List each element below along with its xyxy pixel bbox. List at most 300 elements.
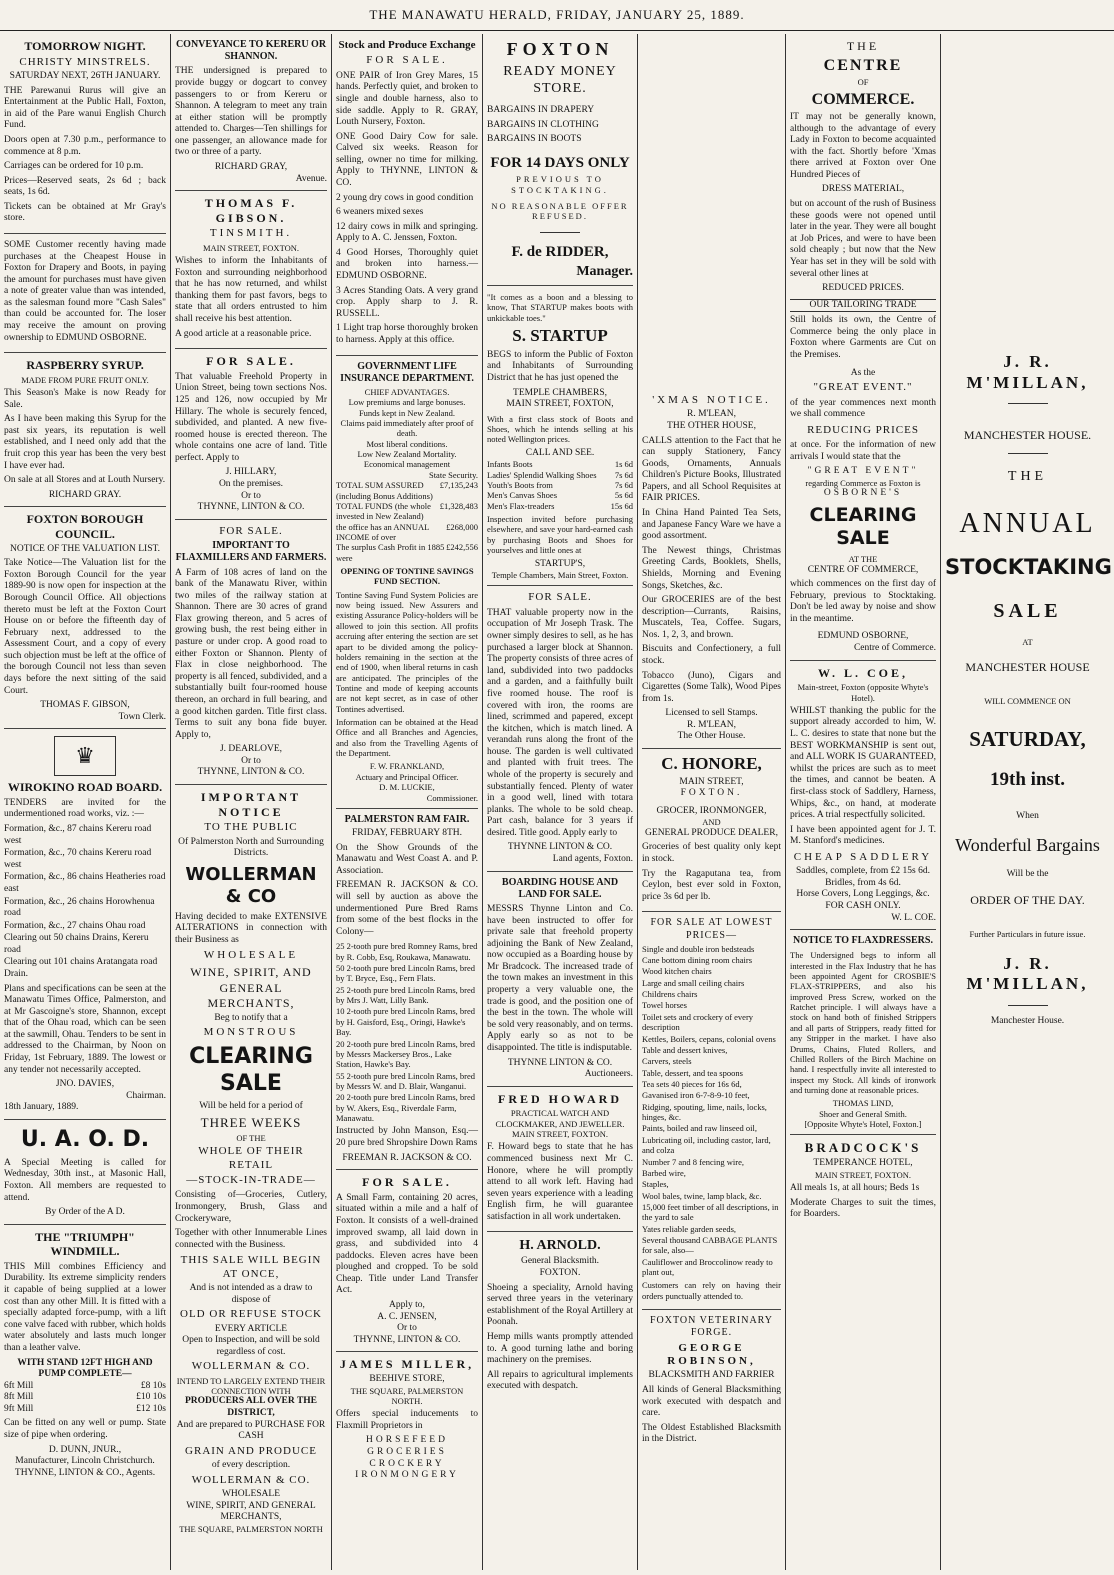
tender-list (4, 824, 166, 981)
list-item: Several thousand CABBAGE PLANTS for sale, also— (642, 1235, 778, 1256)
total-row (336, 501, 478, 522)
ad-body-2: I have been appointed agent for J. T. M. Stanford's medicines. (790, 824, 936, 847)
list-item: 4 Good Horses, Thoroughly quiet and broken into harness.—EDMUND OSBORNE. (336, 247, 478, 282)
list-item: 20 2-tooth pure bred Lincoln Rams, bred by W. Akers, Esq., Riverdale Farm, Manawatu. (336, 1092, 476, 1124)
ad-intro: Having decided to make EXTENSIVE ALTERATIONS in connection with their Business as (175, 911, 327, 945)
ad-title: FOR SALE. (528, 591, 592, 604)
ad-role: Avenue. (295, 173, 327, 184)
clearing-sale-heading: CLEARING SALE (189, 1043, 313, 1096)
ad-body-5: Biscuits and Confectionery, a full stock. (642, 644, 781, 666)
ad-title: THE "TRIUMPH" WINDMILL. (35, 1229, 135, 1259)
list-item: Toilet sets and crockery of every description (642, 1011, 754, 1033)
ad-centre: CENTRE OF COMMERCE, (807, 564, 919, 575)
ad-address: MAIN STREET, FOXTON. (202, 242, 300, 253)
price-value: 7s 6d (614, 469, 633, 480)
total-row (336, 480, 478, 501)
list-item: Funds kept in New Zealand. (358, 407, 456, 418)
ad-body: All kinds of General Blacksmithing work executed with despatch and care. (642, 1384, 781, 1419)
sale-heading: SALE (993, 599, 1062, 622)
total-row (336, 522, 478, 543)
price-name: Men's Flax-treaders (487, 500, 555, 511)
column-5 (638, 34, 785, 1570)
ad-subtitle: FOR SALE. (366, 54, 448, 67)
ad-subtitle: TINSMITH. (209, 227, 293, 240)
ad-title: READY MONEY STORE. (503, 63, 617, 97)
ad-consisting: Consisting of—Groceries, Cutlery, Ironmongery, Brush, Glass and Crockeryware, (175, 1190, 327, 1224)
list-item: Table, dessert, and tea spoons (642, 1067, 743, 1078)
price-value: 15s 6d (610, 500, 633, 511)
price-row (487, 501, 633, 511)
ready-money-store-ad (487, 34, 633, 286)
ad-trade: BLACKSMITH AND FARRIER (648, 1370, 775, 1381)
list-item: Table and dessert knives, (642, 1044, 728, 1055)
bargain-line: BARGAINS IN DRAPERY (487, 105, 595, 116)
ad-title: FOR SALE. (362, 1175, 452, 1190)
ad-together: Together with other Innumerable Lines connected with the Business. (175, 1228, 327, 1250)
list-item: Wood kitchen chairs (642, 966, 712, 977)
ad-date: 19th inst. (990, 769, 1065, 791)
ad-body-2: A good article at a reasonable price. (175, 328, 312, 339)
royal-crest-icon: ♛ (54, 736, 116, 776)
trade-line: GENERAL PRODUCE DEALER, (645, 827, 778, 838)
ad-subtitle: MADE FROM PURE FRUIT ONLY. (21, 374, 149, 385)
total-value: £242,556 (446, 542, 478, 553)
ad-signature: By Order of the A D. (45, 1207, 125, 1218)
customer-notice (4, 234, 166, 353)
ad-subtitle: NOTICE OF THE VALUATION LIST. (10, 543, 160, 554)
minstrels-ad (4, 34, 166, 234)
ad-body: Groceries of best quality only kept in stock. (642, 842, 781, 864)
ad-call: CALL AND SEE. (525, 447, 595, 458)
list-item: Kettles, Boilers, cepans, colonial ovens (642, 1033, 776, 1044)
price-row (4, 1381, 166, 1393)
bargain-line: BARGAINS IN CLOTHING (487, 119, 599, 130)
list-item: Carvers, steels (642, 1056, 692, 1067)
list-item: 12 dairy cows in milk and springing. Apply to A. C. Jenssen, Foxton. (336, 221, 478, 244)
ad-date: 18th January, 1889. (4, 1102, 79, 1113)
ad-address: MAIN STREET, FOXTON. (511, 1129, 609, 1139)
ad-subtitle: CHRISTY MINSTRELS. (19, 55, 151, 68)
list-item: Formation, &c., 87 chains Kereru road west (4, 824, 152, 846)
goods-list (642, 944, 781, 1278)
price-name: 8ft Mill (4, 1392, 34, 1403)
price-row (4, 1392, 166, 1404)
ad-of: OF (857, 77, 869, 88)
mmillan-name-2: J. R. M'MILLAN, (966, 953, 1089, 994)
honore-ad (642, 749, 781, 912)
ad-title: FRED HOWARD (497, 1091, 622, 1106)
list-item: Paints, boiled and raw linseed oil, (642, 1123, 757, 1134)
list-item: 50 2-tooth pure bred Lincoln Rams, bred by T. Bryce, Esq., Fern Flats. (336, 963, 476, 984)
house-name-2: MANCHESTER HOUSE (965, 659, 1090, 674)
ad-title: FOXTON VETERINARY FORGE. (649, 1315, 774, 1339)
ad-title: 'XMAS NOTICE. (652, 394, 771, 406)
list-item: 3 Acres Standing Oats. A very grand crop. Apply sharp to J. R. RUSSELL. (336, 285, 478, 319)
list-item: Bridles, from 4s 6d. (825, 877, 901, 888)
ad-agent: THYNNE, LINTON & CO. (197, 767, 305, 778)
ad-body: THE undersigned is prepared to provide buggy or dogcart to convey passengers to or from Kereru or Shannon. A telegram to meet any train at either station will be promptly attended to. Charges—Ten shillings for one passenger, an allowance made for two or three of a party. (175, 66, 327, 158)
ad-role: Actuary and Principal Officer. (355, 771, 459, 782)
ad-sale: On sale at all Stores and at Louth Nursery. (4, 475, 166, 486)
ad-old: OLD OR REFUSE STOCK (180, 1308, 322, 1321)
ad-notify: Beg to notify that a (214, 1012, 288, 1023)
list-item: Formation, &c., 86 chains Heatheries road east (4, 872, 166, 894)
list-item: 25 2-tooth pure bred Romney Rams, bred by R. Cobb, Esq, Roukawa, Manawatu. (336, 941, 478, 962)
ad-role: Manager. (576, 263, 633, 279)
price-name: Ladies' Splendid Walking Shoes (487, 469, 597, 480)
ad-stamps: Licensed to sell Stamps. (665, 708, 758, 719)
ad-title: JAMES MILLER, (339, 1357, 475, 1372)
ad-or: Or to (397, 1323, 417, 1334)
list-item: Low New Zealand Mortality. (357, 449, 457, 460)
lowest-prices-ad (642, 912, 781, 1310)
list-item: 20 2-tooth pure bred Lincoln Rams, bred by Messrs Mackersey Bros., Lake Station, Hawke's Bay. (336, 1038, 476, 1070)
ad-cash: FOR CASH ONLY. (825, 900, 901, 911)
ad-title: U. A. O. D. (20, 1126, 150, 1152)
total-value: £7,135,243 (439, 480, 478, 491)
list-item: 1 Light trap horse thoroughly broken to harness. Apply at this office. (336, 323, 478, 345)
ad-subtitle: THE OTHER HOUSE, (667, 420, 756, 431)
ad-title: FOXTON BOROUGH COUNCIL. (26, 512, 144, 541)
bargain-line: BARGAINS IN BOOTS (487, 134, 582, 145)
ad-body-5: at once. For the information of new arrivals I would state that the (790, 440, 936, 462)
ad-town: FOXTON. (539, 1268, 581, 1279)
column-6 (786, 34, 940, 1570)
ad-weeks: THREE WEEKS (200, 1114, 302, 1130)
road-board-notice (4, 729, 166, 1120)
mclean-ad (642, 389, 781, 749)
ad-body: Plans and specifications can be seen at the Manawatu Times Office, Palmerston, and at Mr Gascoigne's store, Shannon, except that of the Ohau road, which can be seen at the sawmill, Ohau. Tenders to be sent in addressed to the Chairman, by Noon on Friday, 1st February, 1889. The lowest or any tender not necessarily accepted. (4, 983, 166, 1075)
list-item: Formation, &c., 70 chains Kereru road west (4, 848, 152, 870)
ad-signature: THYNNE LINTON & CO. (507, 842, 613, 853)
ad-body-4: of the year commences next month we shall commence (790, 397, 936, 420)
annual-heading: ANNUAL (959, 508, 1096, 540)
list-item: 15,000 feet timber of all descriptions, in the yard to sale (642, 1201, 779, 1223)
ad-body: CALLS attention to the Fact that he can supply Stationery, Fancy Goods, Ornaments, Annuals Children's Picture Books, Illustrated Papers, and all School Requisites at FAIR PRICES. (642, 435, 781, 504)
ad-previous: PREVIOUS TO STOCKTAKING. (511, 174, 609, 195)
list-item: Formation, &c., 27 chains Ohau road (4, 920, 146, 931)
ad-subtitle-2: OPENING OF TONTINE SAVINGS FUND SECTION. (340, 566, 474, 587)
list-item: Formation, &c., 26 chains Horowhenua road (4, 896, 155, 919)
ad-body: That valuable Freehold Property in Union Street, being town sections Nos. 125 and 126, now occupied by Mr Hillary. The whole is securely fenced, subdivided, and planted. A new five-roomed house is erected thereon. The whole contains one acre of land. Title perfect. Apply to (175, 371, 327, 463)
gibson-ad (175, 191, 327, 349)
ad-signature: THOMAS F. GIBSON, (40, 700, 130, 711)
ad-days: FOR 14 DAYS ONLY (490, 154, 630, 171)
ad-stand: WITH STAND 12FT HIGH AND PUMP COMPLETE— (17, 1357, 153, 1380)
masthead: THE MANAWATU HERALD, FRIDAY, JANUARY 25, 1889. (0, 0, 1114, 31)
ad-signature: EDMUND OSBORNE, (817, 631, 909, 642)
ad-and: AND (702, 817, 721, 828)
ad-the: THE (1007, 469, 1048, 485)
ad-subtitle: CHIEF ADVANTAGES. (364, 386, 450, 397)
list-item: Childrens chairs (642, 989, 698, 1000)
list-item: HORSEFEED (366, 1435, 448, 1446)
divider (1008, 1005, 1048, 1006)
ad-role: Centre of Commerce. (853, 642, 936, 653)
ad-title: PALMERSTON RAM FAIR. (344, 813, 470, 825)
price-row (487, 490, 633, 500)
ad-title: WIROKINO ROAD BOARD. (7, 780, 163, 795)
wollerman-ad (175, 785, 327, 1539)
ad-order: ORDER OF THE DAY. (970, 892, 1085, 907)
howard-ad (487, 1087, 633, 1233)
price-row (4, 1404, 166, 1416)
divider (1008, 403, 1048, 404)
ad-title: FOR SALE AT LOWEST PRICES— (650, 917, 773, 941)
ad-offer: NO REASONABLE OFFER REFUSED. (491, 200, 629, 222)
list-item: Horse Covers, Long Leggings, &c. (796, 889, 930, 900)
price-name: Infants Boots (487, 459, 533, 470)
ad-signature: STARTUP'S, (534, 558, 586, 569)
trade-line: GROCER, IRONMONGER, (656, 805, 767, 816)
ad-signature: THYNNE LINTON & CO. (507, 1057, 613, 1068)
ad-merchants: WINE, SPIRIT, AND GENERAL MERCHANTS, (186, 1500, 316, 1523)
ad-title: BRADCOCK'S (804, 1140, 922, 1156)
list-item: Staples, (642, 1179, 669, 1190)
ad-body-4: Our GROCERIES are of the best description—Currants, Raisins, Muscatels, Tea, Coffee. Sugars, Nos. 1, 2, 3, and brown. (642, 595, 781, 640)
ad-body-2: Moderate Charges to suit the times, for Boarders. (790, 1197, 936, 1220)
ad-body: THAT valuable property now in the occupation of Mr Joseph Trask. The owner simply desires to sell, as he has purchased a larger block at Shannon. The property consists of three acres of land, subdivided into two paddocks and a garden, and a faithfully built five roomed house. The roof is covered with iron, the rooms are lined, scrimmed and papered, except the kitchen, which is match lined. A verandah runs along the front of the house. The garden is well cultivated and planted with fruit trees. The whole of the property is securely and substantially fenced. Plenty of water in a good well, lined with totara planks. The whole to be sold cheap. Part cash, balance for 3 years if desired. Title good. Apply early to (487, 607, 633, 838)
ad-title: H. ARNOLD. (519, 1238, 601, 1254)
ad-address: Main-street, Foxton (opposite Whyte's Hotel). (797, 682, 929, 703)
list-item: Saddles, complete, from £2 15s 6d. (795, 866, 931, 877)
ad-signature: RICHARD GRAY. (48, 489, 122, 500)
ad-title: CONVEYANCE TO KERERU OR SHANNON. (175, 39, 327, 63)
ad-further: Further Particulars in future issue. (969, 929, 1086, 940)
coe-ad (790, 661, 936, 931)
ad-date: SATURDAY NEXT, 26TH JANUARY. (9, 71, 161, 82)
list-item: Economical management (363, 459, 451, 470)
ad-address: [Opposite Whyte's Hotel, Foxton.] (804, 1119, 922, 1130)
column-7 (941, 34, 1114, 1570)
ad-signature: FREEMAN R. JACKSON & CO. (342, 1152, 472, 1163)
ad-role: Chairman. (126, 1090, 166, 1101)
insurance-ad (336, 356, 478, 809)
ad-signature: A. C. JENSEN, (377, 1311, 437, 1322)
list-item: Lubricating oil, including castor, lard, and colza (642, 1134, 771, 1156)
column-1 (0, 34, 170, 1570)
ad-street: MAIN STREET, FOXTON, (506, 399, 614, 410)
list-item: ONE Good Dairy Cow for sale. Calved six weeks. Reason for selling, owner no time for milking. Apply to THYNNE, LINTON & CO. (336, 131, 478, 189)
ad-body: IT may not be generally known, although to the advantage of every Lady in Foxton to become acquainted with the fact. Shortly before 'Xmas there arrived at Foxton over One Hundred Pieces of (790, 112, 936, 180)
ad-role: Town Clerk. (118, 711, 166, 722)
lot-list (336, 941, 478, 1123)
list-item: Gavanised iron 6-7-8-9-10 feet, (642, 1090, 750, 1101)
ad-body: BEGS to inform the Public of Foxton and Inhabitants of Surrounding District that he has just opened the (487, 349, 633, 383)
ad-intro: TENDERS are invited for the undermentioned road works, viz. :— (4, 797, 166, 820)
trade-line: GENERAL MERCHANTS, (207, 981, 295, 1011)
ad-quote: "It comes as a boon and a blessing to know, That STARTUP makes boots with unkickable toes." (487, 291, 633, 323)
ad-role: On the premises. (218, 479, 284, 490)
ad-role: Land agents, Foxton. (552, 854, 633, 865)
ad-not: And is not intended as a draw to dispose of (189, 1283, 313, 1305)
price-value: £10 10s (136, 1392, 166, 1403)
ad-town: FOXTON. (680, 788, 743, 799)
ad-with: With a first class stock of Boots and Shoes, which he intends selling at his noted Wellington prices. (487, 413, 633, 445)
list-item: Cane bottom dining room chairs (642, 955, 753, 966)
ad-title: BOARDING HOUSE AND LAND FOR SALE. (501, 876, 619, 900)
list-item: Cauliflower and Broccolinow ready to plant out, (642, 1256, 773, 1278)
ad-reducing: REDUCING PRICES (807, 423, 919, 436)
price-name: 9ft Mill (4, 1403, 34, 1414)
trade-line: WINE, SPIRIT, AND (190, 964, 312, 979)
clearing-sale-heading: CLEARING SALE (809, 503, 917, 549)
company-name-3: WOLLERMAN & CO. (191, 1473, 311, 1486)
ad-open: Open to Inspection, and will be sold regardless of cost. (182, 1335, 320, 1357)
ad-instruction: Instructed by John Manson, Esq.—20 pure bred Shropshire Down Rams (336, 1126, 478, 1148)
mmillan-name: J. R. M'MILLAN, (966, 352, 1089, 392)
ad-agent: THYNNE, LINTON & CO. (353, 1334, 461, 1345)
small-farm-ad (336, 1170, 478, 1352)
company-name: WOLLERMAN & CO (185, 863, 317, 907)
ad-signature: RICHARD GRAY, (214, 162, 288, 172)
ad-tickets: Tickets can be obtained at Mr Gray's store. (4, 201, 166, 224)
ad-producers: PRODUCERS ALL OVER THE DISTRICT, (184, 1396, 318, 1419)
divider (540, 232, 580, 233)
list-item: Claims paid immediately after proof of death. (340, 417, 474, 439)
ad-prepared: And are prepared to PURCHASE FOR CASH (176, 1419, 326, 1442)
ad-name: GEORGE ROBINSON, (667, 1341, 756, 1367)
windmill-ad (4, 1225, 166, 1485)
stocktaking-heading: STOCKTAKING (945, 555, 1112, 580)
ad-bargains: Wonderful Bargains (955, 835, 1100, 856)
list-item: 10 2-tooth pure bred Lincoln Rams, bred by H. Gaisford, Esq., Oringi, Hawke's Bay. (336, 1006, 476, 1038)
ad-title: FOR SALE. (206, 354, 296, 369)
uaod-notice (4, 1120, 166, 1225)
ad-body: THE Parewanui Rurus will give an Entertainment at the Public Hall, Foxton, in aid of the Pare wanui English Church Fund. (4, 85, 166, 131)
ad-subtitle: TEMPERANCE HOTEL, (813, 1158, 913, 1169)
ad-body: Offers special inducements to Flaxmill Proprietors in (336, 1409, 478, 1431)
valuation-notice (4, 507, 166, 729)
ad-body: The Undersigned begs to inform all interested in the Flax Industry that he has been appointed Agent for CROSBIE'S FLAX-STRIPPERS, and also his improved Press Screw, worked on the Ratchet principle. I will always have a stock on hand both of finished Strippers and all parts of Strippers, ready fitted for any Stripper in the market. I have also Drums, Chains, Fluted Rollers, and Chilled Rollers of the Birch Machine on hand. I respectfully invite all interested to inspect my Stock. All kinds of ironwork and turning done at reasonable prices. (790, 950, 936, 1095)
ad-period: Will be held for a period of (199, 1101, 303, 1112)
ad-signature: D. DUNN, JNUR., (48, 1444, 122, 1455)
ad-role-2: Commissioner. (426, 792, 478, 803)
ad-subtitle: IMPORTANT TO FLAXMILLERS AND FARMERS. (175, 540, 327, 564)
list-item: State Security. (428, 469, 478, 480)
ad-title: C. HONORE, (661, 754, 762, 774)
ad-maker: Manufacturer, Lincoln Christchurch. (15, 1456, 155, 1467)
ad-reduced: REDUCED PRICES. (822, 283, 904, 294)
ad-title: TOMORROW NIGHT. (24, 39, 146, 53)
ad-tea: Try the Ragaputana tea, from Ceylon, best ever sold in Foxton, price 3s 6d per lb. (642, 868, 781, 902)
ad-title: W. L. COE, (818, 665, 908, 680)
ad-signature: R. M'LEAN, (687, 719, 736, 730)
list-item: Most liberal conditions. (366, 438, 448, 449)
total-value: £1,328,483 (439, 500, 478, 511)
ad-will-be: Will be the (1006, 868, 1049, 879)
ad-intro: On the Show Grounds of the Manawatu and West Coast A. and P. Association. (336, 842, 478, 876)
ad-address: MAIN STREET, FOXTON. (814, 1169, 912, 1180)
ad-body-6: regarding Commerce as Foxton is (805, 477, 921, 488)
list-item: IRONMONGERY (355, 1470, 459, 1481)
ad-title: IMPORTANT NOTICE (200, 789, 302, 819)
list-item: Towel horses (642, 1000, 687, 1011)
ad-role: The Other House. (677, 731, 746, 742)
ad-signature: THOMAS LIND, (832, 1098, 894, 1109)
ad-when: When (1016, 811, 1039, 822)
ad-signature: W. L. COE. (891, 912, 936, 923)
ad-signature: F. W. FRANKLAND, (369, 761, 445, 772)
ad-or: Or to (241, 490, 261, 501)
ad-role: Shoer and General Smith. (819, 1108, 907, 1119)
ad-chambers: TEMPLE CHAMBERS, (513, 387, 607, 398)
ad-title: CENTRE (823, 56, 903, 74)
notice-body: SOME Customer recently having made purchases at the Cheapest House in Foxton for Drapery and Boots, in paying the amount for purchases must have given a note of greater value than was intended, as the salesman found more "Cash Sales" than could be accounted for. The loser may receive the amount on proving ownership to EDMUND OSBORNE. (4, 239, 166, 343)
list-item: Tea sets 40 pieces for 16s 6d, (642, 1079, 742, 1089)
ad-address: MAIN STREET, (679, 776, 744, 787)
price-name: 6ft Mill (4, 1380, 34, 1391)
list-item: 6 weaners mixed sexes (336, 207, 424, 218)
list-item: Yates reliable garden seeds, (642, 1223, 737, 1234)
list-item: Single and double iron bedsteads (642, 943, 755, 954)
ad-body-3: Still holds its own, the Centre of Commerce being the only place in Foxton where Garments are Cut on the Premises. (790, 315, 936, 360)
divider (1008, 453, 1048, 454)
boarding-house-ad (487, 872, 633, 1087)
ad-every: EVERY ARTICLE (214, 1323, 288, 1334)
ad-day: SATURDAY, (969, 726, 1086, 751)
column-3 (332, 34, 482, 1570)
house-name-3: Manchester House. (990, 1016, 1065, 1027)
ram-fair-ad (336, 809, 478, 1170)
arnold-ad (487, 1232, 633, 1400)
ad-commence: WILL COMMENCE ON (984, 696, 1071, 707)
price-name: Youth's Boots from (487, 480, 553, 491)
ad-tailoring: OUR TAILORING TRADE (790, 299, 936, 313)
ad-date: FRIDAY, FEBRUARY 8TH. (352, 828, 462, 839)
ad-body-2: The Oldest Established Blacksmith in the District. (642, 1422, 781, 1445)
list-item: 25 2-tooth pure bred Lincoln Rams, bred by Mrs J. Watt, Lilly Bank. (336, 984, 476, 1006)
ad-body-3: The Newest things, Christmas Greeting Cards, Booklets, Shells, Shields, Morning and Evening Songs, Sketches, &c. (642, 545, 781, 591)
column-2 (171, 34, 331, 1570)
list-item: Ridging, spouting, lime, nails, locks, hinges, &c. (642, 1101, 767, 1123)
total-label: TOTAL FUNDS (the whole invested in New Zealand) (336, 500, 431, 522)
ad-apply: Apply to, (389, 1299, 425, 1310)
ad-intend: INTEND TO LARGELY EXTEND THEIR CONNECTION WITH (176, 1375, 326, 1397)
price-value: £12 10s (136, 1403, 166, 1414)
trade-line: WHOLESALE (203, 949, 299, 962)
list-item: GROCERIES (367, 1446, 447, 1457)
ad-dress: DRESS MATERIAL, (821, 184, 905, 195)
ad-body: As I have been making this Syrup for the past six years, its reputation is well established, and I need only add that the fruit crop this year has been the very best I have ever had. (4, 414, 166, 471)
ad-or: Or to (241, 755, 261, 766)
ad-body: WHILST thanking the public for the support already accorded to him, W. L. C. desires to state that none but the BEST WORKMANSHIP is sent out, and ALL WORK IS GUARANTEED, whilst the prices are such as to meet the times, and cannot be beaten. A first-class stock of Saddlery, Harness, Whips, &c., on hand, at moderate prices. A trial respectfully solicited. (790, 705, 936, 821)
ad-signature: J. DEARLOVE, (219, 744, 282, 755)
bradcock-ad (790, 1135, 936, 1229)
ad-role: Auctioneers. (584, 1069, 633, 1080)
list-item: CROCKERY (369, 1458, 445, 1469)
ad-subtitle-2: Of Palmerston North and Surrounding Districts. (178, 836, 324, 859)
ad-carriages: Carriages can be ordered for 10 p.m. (4, 161, 144, 172)
ad-agents: THYNNE, LINTON & CO., Agents. (14, 1467, 156, 1478)
ad-title: FOR SALE. (219, 524, 283, 537)
hillary-sale-ad (175, 349, 327, 520)
ad-of: OF THE (236, 1132, 266, 1143)
price-name: Men's Canvas Shoes (487, 490, 558, 501)
ad-title: THOMAS F. GIBSON. (204, 196, 298, 225)
ad-subtitle: General Blacksmith. (520, 1256, 600, 1267)
ad-body: A Special Meeting is called for Wednesday, 30th inst., at Masonic Hall, Foxton. All members are requested to attend. (4, 1157, 166, 1203)
price-value: 7s 6d (614, 480, 633, 491)
ad-address: THE SQUARE, PALMERSTON NORTH. (350, 1385, 464, 1406)
price-value: 5s 6d (614, 490, 633, 501)
ad-doors: Doors open at 7.30 p.m., performance to commence at 8 p.m. (4, 134, 166, 157)
ad-signature: J. HILLARY, (225, 467, 277, 478)
ad-body: Shoeing a speciality, Arnold having served three years in the veterinary establishment of the Royal Artillery at Poonah. (487, 1282, 633, 1328)
ad-agent: THYNNE, LINTON & CO. (197, 502, 305, 513)
ad-signature-2: D. M. LUCKIE, (379, 782, 435, 793)
ad-inspect: Inspection invited before purchasing elsewhere, and save your hard-earned cash by purchasing Boots and Shoes for yourselves and little ones at (487, 514, 633, 556)
